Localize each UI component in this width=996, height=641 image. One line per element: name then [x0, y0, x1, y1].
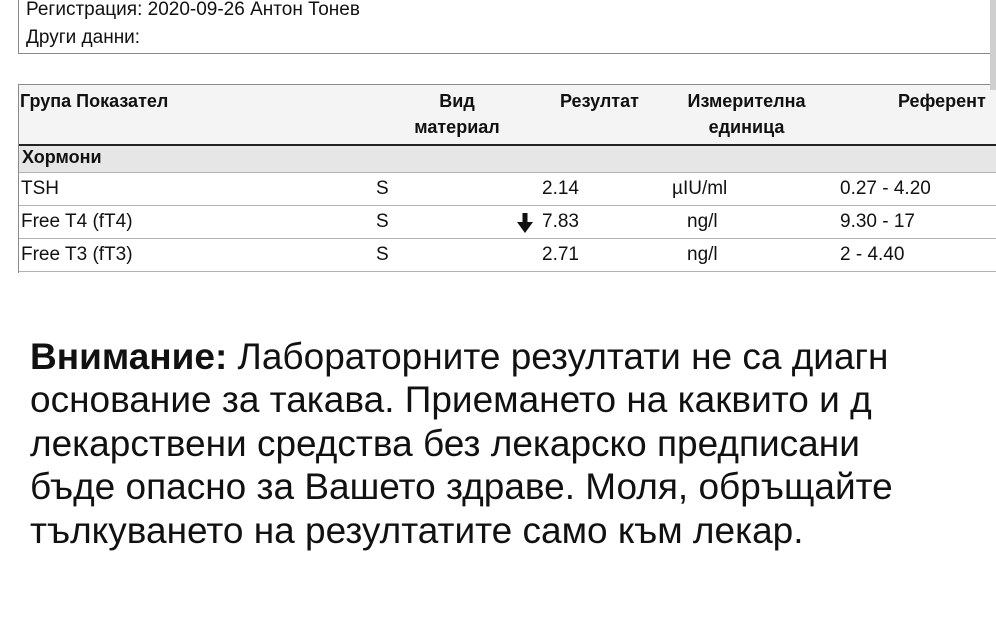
reference-value: 9.30 - 17 — [840, 211, 915, 232]
other-data-line: Други данни: — [26, 27, 141, 48]
group-title: Хормони — [22, 147, 102, 167]
result-value: 7.83 — [542, 211, 579, 232]
header-unit-line2: единица — [708, 117, 785, 137]
material-value: S — [376, 211, 389, 232]
notice-line-4: бъде опасно за Вашето здраве. Моля, обръщайте — [30, 466, 893, 508]
analyte-name: Free T4 (fT4) — [21, 211, 133, 232]
unit-value: ng/l — [687, 211, 718, 232]
scrollbar[interactable] — [990, 0, 996, 90]
registration-line: Регистрация: 2020-09-26 Антон Тонев — [26, 0, 360, 20]
header-reference: Референт — [898, 91, 986, 111]
notice-line-5: тълкуването на резултатите само към лекар. — [30, 509, 804, 551]
results-table — [18, 84, 996, 273]
reference-value: 2 - 4.40 — [840, 244, 905, 265]
header-group: Група Показател — [20, 91, 169, 111]
notice-line-3: лекарствени средства без лекарско предписани — [30, 422, 860, 464]
result-value: 2.71 — [542, 244, 579, 265]
reference-value: 0.27 - 4.20 — [840, 178, 931, 199]
table-row — [19, 206, 996, 239]
group-row-hormones — [19, 146, 996, 173]
notice-text-1: Лабораторните резултати не са диагн — [227, 336, 889, 377]
table-row — [19, 173, 996, 206]
header-result: Резултат — [560, 91, 639, 111]
material-value: S — [376, 178, 389, 199]
header-material-line2: материал — [414, 117, 500, 137]
material-value: S — [376, 244, 389, 265]
unit-value: µIU/ml — [672, 178, 728, 199]
down-arrow-icon — [515, 212, 535, 234]
notice-line-1 — [30, 335, 996, 378]
header-unit-line1: Измерителна — [687, 91, 806, 111]
table-row — [19, 239, 996, 272]
result-value: 2.14 — [542, 178, 579, 199]
analyte-name: TSH — [21, 178, 59, 199]
analyte-name: Free T3 (fT3) — [21, 244, 133, 265]
unit-value: ng/l — [687, 244, 718, 265]
header-material-line1: Вид — [439, 91, 475, 111]
patient-info-box — [18, 0, 996, 54]
notice-line-2: основание за такава. Приемането на каквито и д — [30, 379, 872, 421]
notice-label: Внимание: — [30, 336, 228, 377]
disclaimer-notice — [30, 335, 996, 552]
